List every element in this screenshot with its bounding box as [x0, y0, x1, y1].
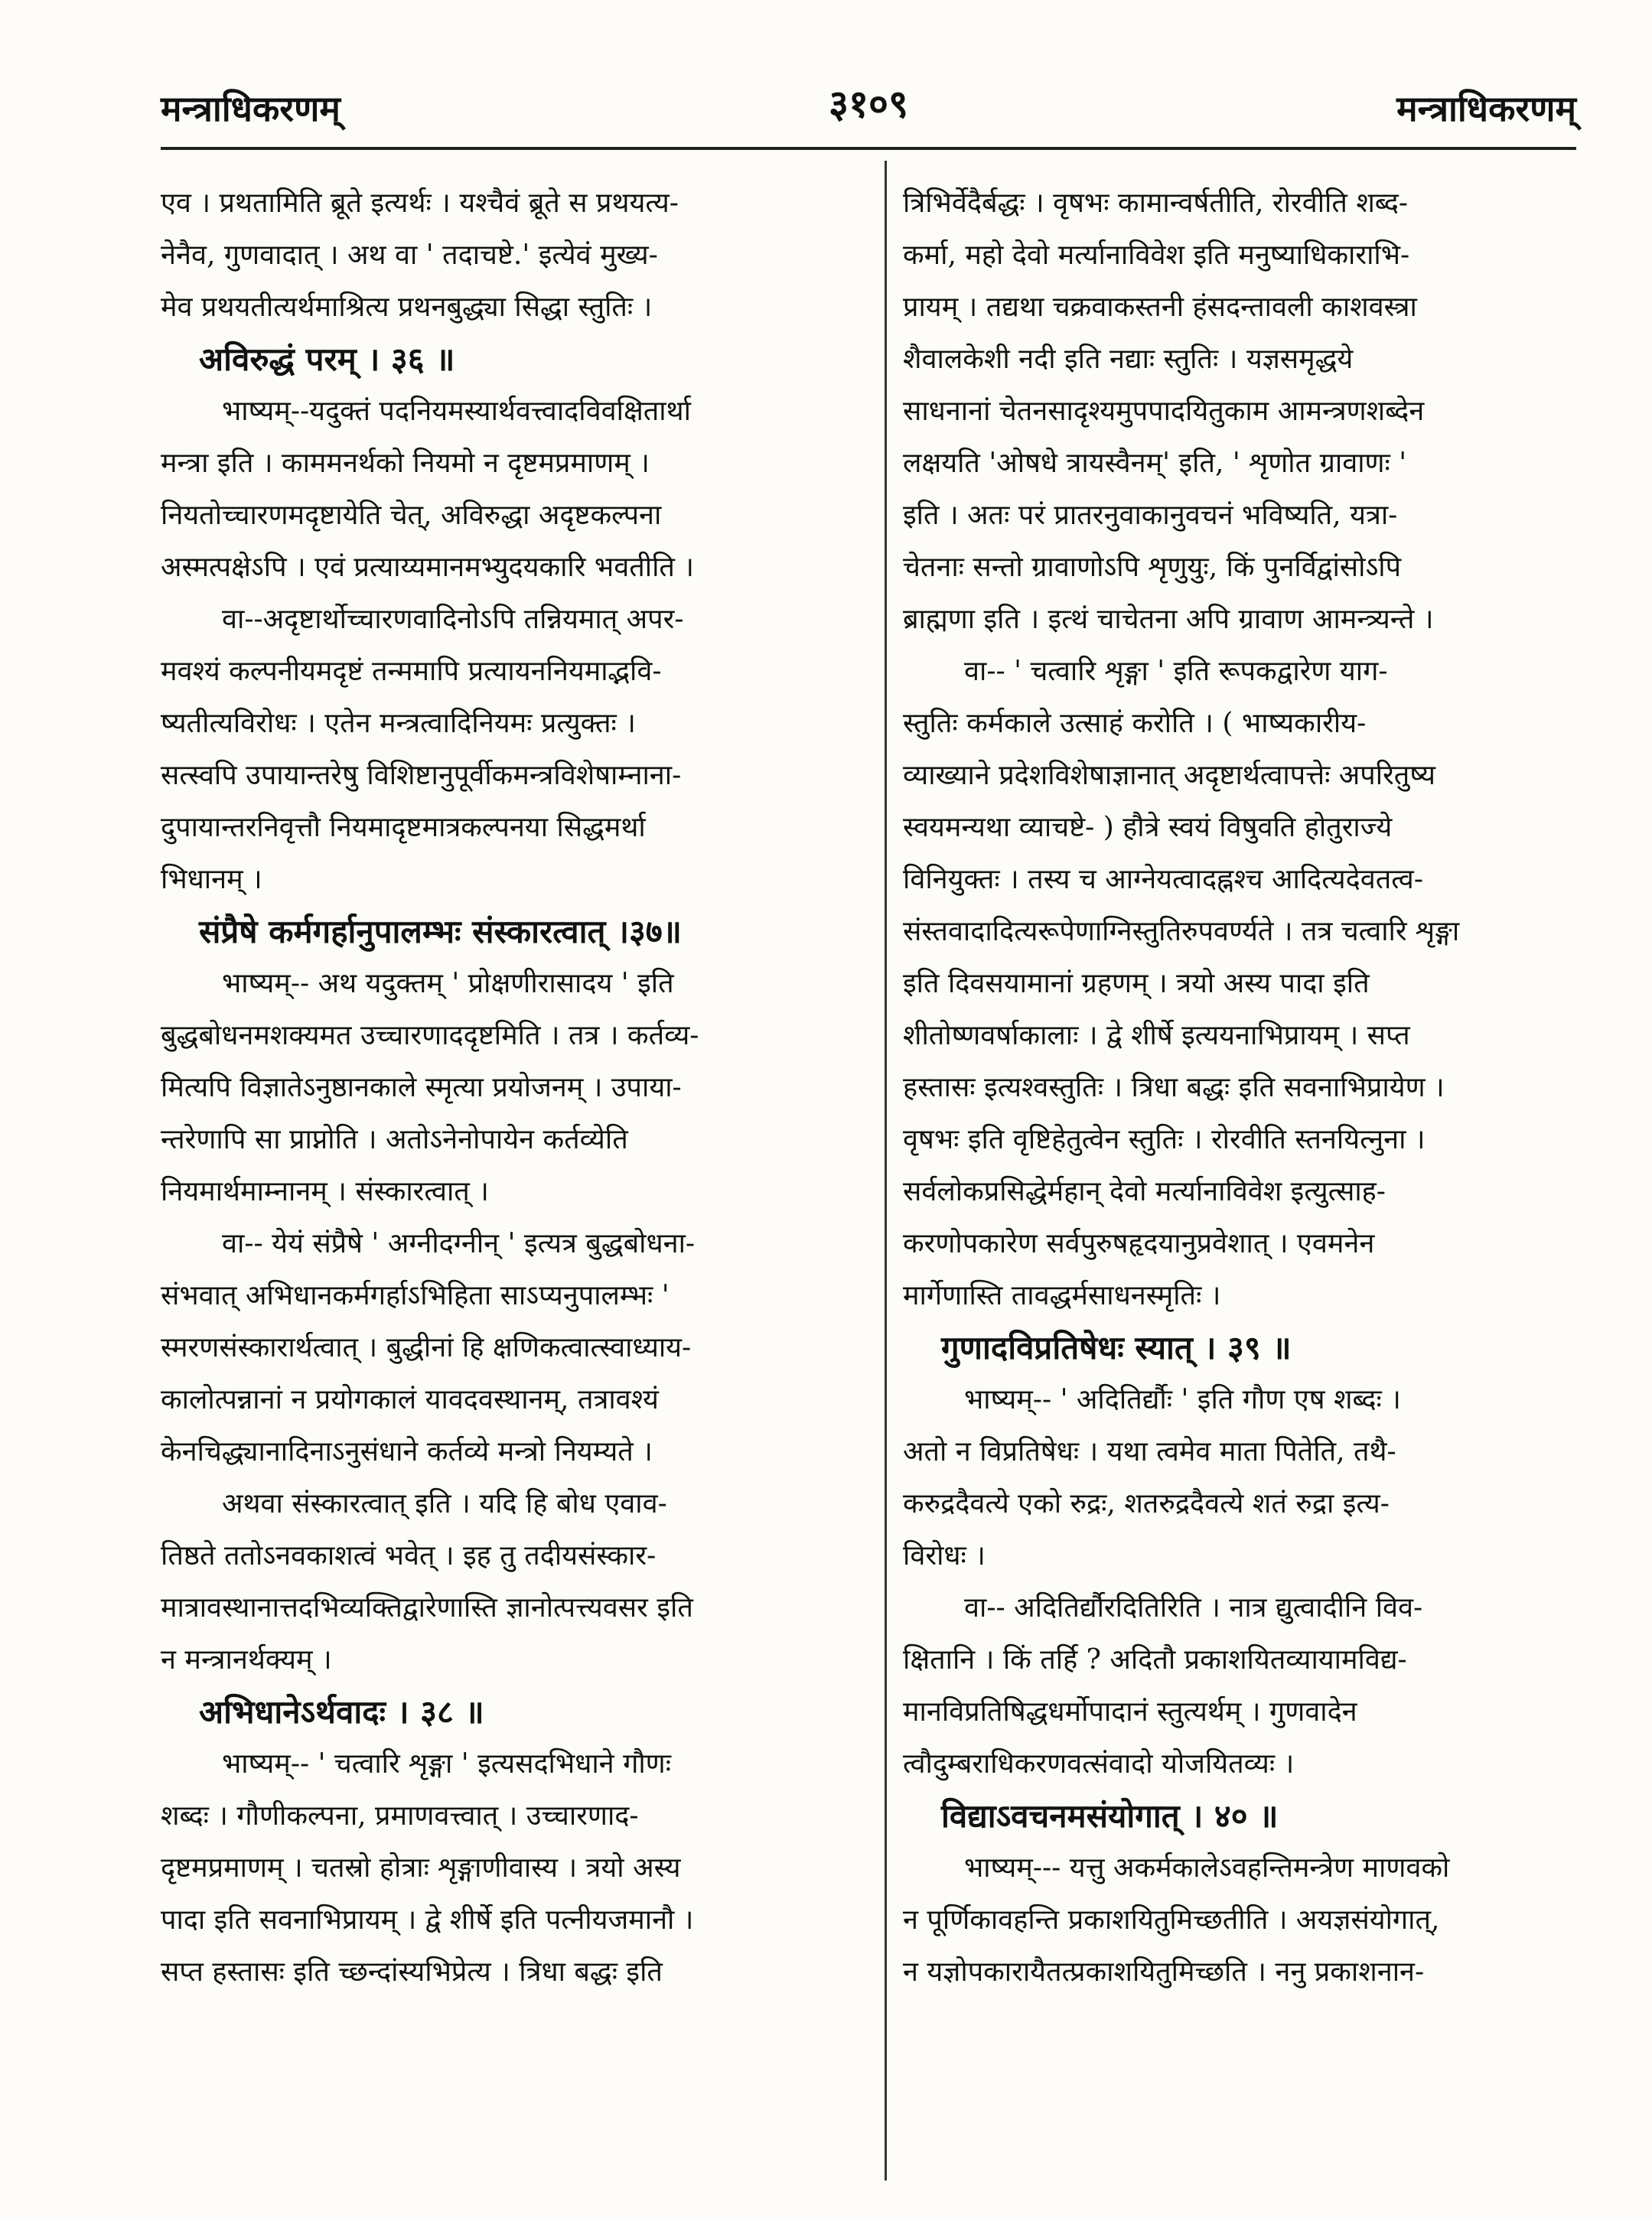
- text-line: पादा इति सवनाभिप्रायम् । द्वे शीर्षे इति पत्नीयजमानौ ।: [161, 1904, 694, 1936]
- text-line: हस्तासः इत्यश्वस्तुतिः । त्रिधा बद्धः इति सवनाभिप्रायेण ।: [903, 1072, 1445, 1103]
- left-column: [161, 178, 849, 2182]
- text-line: त्वौदुम्बराधिकरणवत्संवादो योजयितव्यः ।: [903, 1748, 1295, 1780]
- text-line: संस्तवादादित्यरूपेणाग्निस्तुतिरुपवर्ण्यते । तत्र चत्वारि शृङ्गा: [903, 916, 1460, 947]
- text-line: सर्वलोकप्रसिद्धेर्महान् देवो मर्त्यानाविवेश इत्युत्साह-: [903, 1176, 1386, 1207]
- column-divider: [885, 161, 887, 2181]
- header-rule: [161, 147, 1576, 150]
- section-heading: गुणादविप्रतिषेधः स्यात् । ३९ ॥: [941, 1329, 1292, 1366]
- text-line: बुद्धबोधनमशक्यमत उच्चारणाददृष्टमिति । तत्र । कर्तव्य-: [161, 1020, 699, 1051]
- text-line: विरोधः ।: [903, 1540, 986, 1571]
- text-line: अतो न विप्रतिषेधः । यथा त्वमेव माता पितेति, तथै-: [903, 1436, 1396, 1467]
- text-line: न यज्ञोपकारायैतत्प्रकाशयितुमिच्छति । ननु प्रकाशनान-: [903, 1956, 1425, 1988]
- text-line: मार्गेणास्ति तावद्धर्मसाधनस्मृतिः ।: [903, 1280, 1221, 1311]
- text-line: भिधानम् ।: [161, 864, 262, 895]
- text-line: लक्षयति 'ओषधे त्रायस्वैनम्' इति, ' शृणोत ग्रावाणः ': [903, 448, 1407, 479]
- running-head-left: मन्त्राधिकरणम्: [161, 88, 341, 129]
- text-line: इति । अतः परं प्रातरनुवाकानुवचनं भविष्यति, यत्रा-: [903, 500, 1398, 531]
- page-number: ३१०९: [829, 81, 908, 126]
- page-header: [161, 70, 1576, 132]
- text-line: नेनैव, गुणवादात् । अथ वा ' तदाचष्टे.' इत्येवं मुख्य-: [161, 239, 658, 271]
- text-line: नियमार्थमाम्नानम् । संस्कारत्वात् ।: [161, 1176, 489, 1207]
- text-line: स्मरणसंस्कारार्थत्वात् । बुद्धीनां हि क्षणिकत्वात्स्वाध्याय-: [161, 1332, 692, 1363]
- section-heading: अविरुद्धं परम् । ३६ ॥: [199, 340, 455, 378]
- text-line: मेव प्रथयतीत्यर्थमाश्रित्य प्रथनबुद्ध्या सिद्धा स्तुतिः ।: [161, 291, 653, 323]
- text-line: कालोत्पन्नानां न प्रयोगकालं यावदवस्थानम्, तत्रावश्यं: [161, 1384, 659, 1415]
- text-line: दुपायान्तरनिवृत्तौ नियमादृष्टमात्रकल्पनया सिद्धमर्था: [161, 812, 646, 843]
- text-line: नियतोच्चारणमदृष्टायेति चेत्, अविरुद्धा अदृष्टकल्पना: [161, 500, 662, 531]
- text-line: वृषभः इति वृष्टिहेतुत्वेन स्तुतिः । रोरवीति स्तनयित्नुना ।: [903, 1124, 1426, 1155]
- text-line: स्वयमन्यथा व्याचष्टे- ) हौत्रे स्वयं विषुवति होतुराज्ये: [903, 812, 1393, 843]
- text-line: एव । प्रथतामिति ब्रूते इत्यर्थः । यश्चैवं ब्रूते स प्रथयत्य-: [161, 187, 679, 219]
- text-line: वा--अदृष्टार्थोच्चारणवादिनोऽपि तन्नियमात् अपर-: [222, 604, 684, 635]
- text-line: मानविप्रतिषिद्धधर्मोपादानं स्तुत्यर्थम् । गुणवादेन: [903, 1696, 1357, 1728]
- text-line: भाष्यम्-- ' अदितिर्द्यौः ' इति गौण एष शब्दः ।: [964, 1384, 1401, 1415]
- text-line: त्रिभिर्वेदैर्बद्धः । वृषभः कामान्वर्षतीति, रोरवीति शब्द-: [903, 187, 1409, 219]
- text-line: मवश्यं कल्पनीयमदृष्टं तन्ममापि प्रत्यायननियमाद्भवि-: [161, 656, 662, 687]
- text-line: इति दिवसयामानां ग्रहणम् । त्रयो अस्य पादा इति: [903, 968, 1370, 999]
- text-line: विनियुक्तः । तस्य च आग्नेयत्वादह्नश्च आदित्यदेवतत्व-: [903, 864, 1423, 895]
- running-head-right: मन्त्राधिकरणम्: [1396, 88, 1576, 129]
- text-line: वा-- अदितिर्द्यौरदितिरिति । नात्र द्युत्वादीनि विव-: [964, 1592, 1423, 1624]
- text-line: तिष्ठते ततोऽनवकाशत्वं भवेत् । इह तु तदीयसंस्कार-: [161, 1540, 657, 1571]
- text-line: शब्दः । गौणीकल्पना, प्रमाणवत्त्वात् । उच्चारणाद-: [161, 1800, 639, 1832]
- text-line: मित्यपि विज्ञातेऽनुष्ठानकाले स्मृत्या प्रयोजनम् । उपाया-: [161, 1072, 682, 1103]
- text-line: अथवा संस्कारत्वात् इति । यदि हि बोध एवाव-: [222, 1488, 667, 1519]
- text-line: शीतोष्णवर्षाकालाः । द्वे शीर्षे इत्ययनाभिप्रायम् । सप्त: [903, 1020, 1410, 1051]
- text-line: चेतनाः सन्तो ग्रावाणोऽपि शृणुयुः, किं पुनर्विद्वांसोऽपि: [903, 552, 1402, 583]
- section-heading: संप्रैषे कर्मगर्हानुपालम्भः संस्कारत्वात् ।३७॥: [199, 913, 682, 950]
- text-line: भाष्यम्-- अथ यदुक्तम् ' प्रोक्षणीरासादय ' इति: [222, 968, 674, 999]
- text-line: वा-- ' चत्वारि शृङ्गा ' इति रूपकद्वारेण याग-: [964, 656, 1388, 687]
- text-line: शैवालकेशी नदी इति नद्याः स्तुतिः । यज्ञसमृद्धये: [903, 344, 1354, 375]
- text-line: सत्स्वपि उपायान्तरेषु विशिष्टानुपूर्वीकमन्त्रविशेषाम्नाना-: [161, 760, 682, 791]
- text-line: अस्मत्पक्षेऽपि । एवं प्रत्याय्यमानमभ्युदयकारि भवतीति ।: [161, 552, 695, 583]
- text-line: भाष्यम्--यदुक्तं पदनियमस्यार्थवत्त्वादविवक्षितार्था: [222, 396, 691, 427]
- text-line: न पूर्णिकावहन्ति प्रकाशयितुमिच्छतीति । अयज्ञसंयोगात्,: [903, 1904, 1440, 1936]
- text-line: भाष्यम्--- यत्तु अकर्मकालेऽवहन्तिमन्त्रेण माणवको: [964, 1852, 1450, 1884]
- text-line: न्तरेणापि सा प्राप्नोति । अतोऽनेनोपायेन कर्तव्येति: [161, 1124, 628, 1155]
- right-column: [903, 178, 1592, 2182]
- text-line: ष्यतीत्यविरोधः । एतेन मन्त्रत्वादिनियमः प्रत्युक्तः ।: [161, 708, 636, 739]
- text-line: मन्त्रा इति । काममनर्थको नियमो न दृष्टमप्रमाणम् ।: [161, 448, 650, 479]
- text-line: सप्त हस्तासः इति च्छन्दांस्यभिप्रेत्य । त्रिधा बद्धः इति: [161, 1956, 663, 1988]
- text-line: मात्रावस्थानात्तदभिव्यक्तिद्वारेणास्ति ज्ञानोत्पत्त्यवसर इति: [161, 1592, 693, 1624]
- text-line: कर्मा, महो देवो मर्त्यानाविवेश इति मनुष्याधिकाराभि-: [903, 239, 1410, 271]
- text-line: केनचिद्ध्यानादिनाऽनुसंधाने कर्तव्ये मन्त्रो नियम्यते ।: [161, 1436, 653, 1467]
- section-heading: अभिधानेऽर्थवादः । ३८ ॥: [199, 1693, 484, 1731]
- text-line: करुद्रदैवत्ये एको रुद्रः, शतरुद्रदैवत्ये शतं रुद्रा इत्य-: [903, 1488, 1390, 1519]
- text-line: वा-- येयं संप्रैषे ' अग्नीदग्नीन् ' इत्यत्र बुद्धबोधना-: [222, 1228, 696, 1259]
- text-line: साधनानां चेतनसादृश्यमुपपादयितुकाम आमन्त्रणशब्देन: [903, 396, 1425, 427]
- text-line: न मन्त्रानर्थक्यम् ।: [161, 1644, 332, 1676]
- text-line: भाष्यम्-- ' चत्वारि शृङ्गा ' इत्यसदभिधाने गौणः: [222, 1748, 671, 1780]
- text-line: दृष्टमप्रमाणम् । चतस्रो होत्राः शृङ्गाणीवास्य । त्रयो अस्य: [161, 1852, 681, 1884]
- text-line: प्रायम् । तद्यथा चक्रवाकस्तनी हंसदन्तावली काशवस्त्रा: [903, 291, 1417, 323]
- text-line: संभवात् अभिधानकर्मगर्हाऽभिहिता साऽप्यनुपालम्भः ': [161, 1280, 670, 1311]
- section-heading: विद्याऽवचनमसंयोगात् । ४० ॥: [941, 1797, 1279, 1835]
- text-line: ब्राह्मणा इति । इत्थं चाचेतना अपि ग्रावाण आमन्त्र्यन्ते ।: [903, 604, 1434, 635]
- text-line: व्याख्याने प्रदेशविशेषाज्ञानात् अदृष्टार्थत्वापत्तेः अपरितुष्य: [903, 760, 1435, 791]
- text-line: करणोपकारेण सर्वपुरुषहृदयानुप्रवेशात् । एवमनेन: [903, 1228, 1375, 1259]
- text-line: स्तुतिः कर्मकाले उत्साहं करोति । ( भाष्यकारीय-: [903, 708, 1367, 739]
- text-line: क्षितानि । किं तर्हि ? अदितौ प्रकाशयितव्यायामविद्य-: [903, 1644, 1407, 1676]
